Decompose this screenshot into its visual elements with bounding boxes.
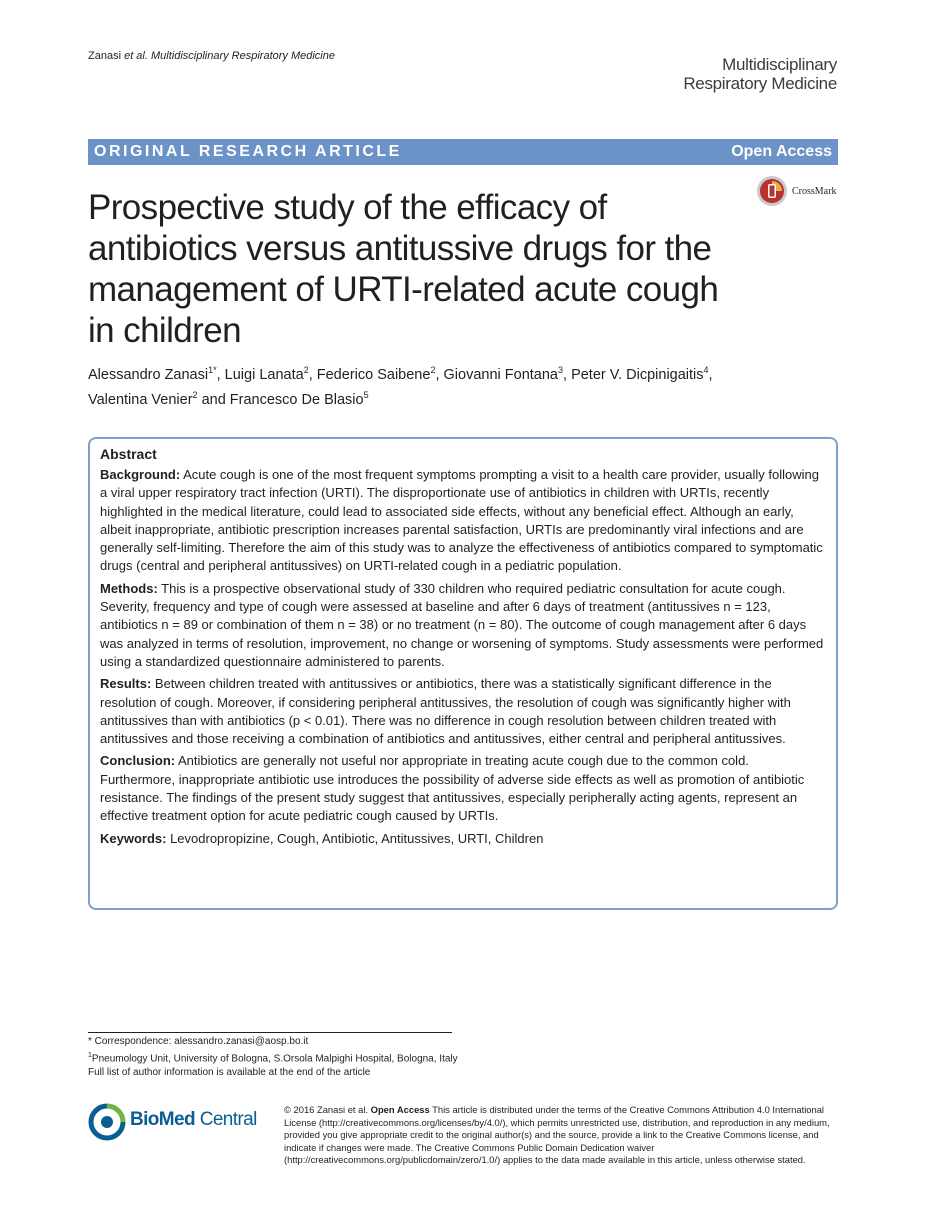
affiliation-note xyxy=(88,1049,468,1066)
results-text: Between children treated with antitussives or antibiotics, there was a statistically significant difference in the resolution of cough. Moreover, if considering peripheral antitussives, the resolution of cough was significantly higher with antitussives than with antibiotics (p < 0.01). There was no difference in cough resolution between children treated with antitussives and those receiving a combination of antibiotics and antitussives, either central and peripheral antitussives. xyxy=(100,676,791,747)
author-affiliation: 2 xyxy=(430,365,436,375)
author-name: Valentina Venier xyxy=(88,391,193,408)
methods-text: This is a prospective observational study of 330 children who required pediatric consultation for acute cough. Severity, frequency and type of cough were assessed at baseline and after 6 days of treatment (antitussives n = 123, antibiotics n = 89 or combination of them n = 38) or no treatment (n = 80). The outcome of cough management after 6 days was analyzed in terms of resolution, improvement, no change or worsening of symptoms. Study assessments were performed using a standardized questionnaire administered to parents. xyxy=(100,580,824,669)
biomed-central-logo-icon xyxy=(88,1103,126,1141)
abstract-conclusion xyxy=(100,752,827,825)
affiliation-sup: 1 xyxy=(88,1052,92,1059)
keywords-text: Levodropropizine, Cough, Antibiotic, Antitussives, URTI, Children xyxy=(166,830,544,846)
author-affiliation: 2 xyxy=(192,389,198,400)
footnotes xyxy=(88,1035,468,1080)
abstract-methods xyxy=(100,580,827,671)
article-type-banner xyxy=(88,139,838,165)
correspondence-note: * Correspondence: alessandro.zanasi@aosp.bo.it xyxy=(88,1036,309,1047)
author-name: Francesco De Blasio xyxy=(229,391,364,408)
author-name: Giovanni Fontana xyxy=(443,366,558,383)
conclusion-text: Antibiotics are generally not useful nor appropriate in treating acute cough due to the common cold. Furthermore, inappropriate antibiotic use introduces the possibility of adverse side effects as well as promotion of antibiotic resistance. The findings of the present study suggest that antitussives, especially peripherally acting agents, represent an effective treatment option for acute pediatric cough caused by URTIs. xyxy=(100,753,805,824)
license-notice xyxy=(284,1104,840,1167)
running-head xyxy=(88,50,335,62)
copyright-text: © 2016 Zanasi et al. xyxy=(284,1104,371,1115)
abstract-keywords xyxy=(100,830,827,848)
author-name: Federico Saibene xyxy=(316,366,431,383)
journal-logo xyxy=(683,55,837,93)
author-affiliation: 4 xyxy=(703,365,709,375)
keywords-label: Keywords: xyxy=(100,830,167,846)
crossmark-label: CrossMark xyxy=(792,186,837,197)
author-info-note: Full list of author information is available at the end of the article xyxy=(88,1067,371,1079)
background-text: Acute cough is one of the most frequent symptoms prompting a visit to a health care provider, usually following a viral upper respiratory tract infection (URTI). The disproportionate use of antibiotics in children with URTIs, recently highlighted in the medical literature, could lead to associated side effects, without any beneficial effect. Although an early, albeit inappropriate, antibiotic prescription increases parental satisfaction, URTIs are predominantly viral infections and are generally self-limiting. Therefore the aim of this study was to analyze the effectiveness of antibiotics compared to symptomatic drugs (central and peripheral antitussives) on URTI-related cough in a pediatric population. xyxy=(100,467,823,574)
journal-logo-line1: Multidisciplinary xyxy=(722,55,837,74)
background-label: Background: xyxy=(100,467,181,482)
crossmark-icon xyxy=(756,175,788,207)
author-name: Peter V. Dicpinigaitis xyxy=(571,366,704,383)
author-list: Alessandro Zanasi$^{1*}$, Luigi Lanata$^2$, Federico Saibene$^2$, Giovanni Fontana$^3$, Peter V. Dicpinigaitis$^4$, Valentina Venier$^2$ and Francesco De Blasio$^5$ xyxy=(88,365,713,408)
crossmark-badge[interactable] xyxy=(756,175,846,209)
abstract-heading: Abstract xyxy=(100,446,157,462)
author-affiliation: 3 xyxy=(557,365,563,375)
affiliation-text: Pneumology Unit, University of Bologna, S.Orsola Malpighi Hospital, Bologna, Italy xyxy=(91,1053,458,1065)
license-text: This article is distributed under the terms of the Creative Commons Attribution 4.0 International License (http://creativecommons.org/licenses/by/4.0/), which permits unrestricted use, distribution, and reproduction in any medium, provided you give appropriate credit to the original author(s) and the source, provide a link to the Creative Commons license, and indicate if changes were made. The Creative Commons Public Domain Dedication waiver (http://creativecommons.org/publicdomain/zero/1.0/) applies to the data made available in this article, unless otherwise stated. xyxy=(284,1104,830,1166)
journal-logo-line2: Respiratory Medicine xyxy=(683,74,837,93)
author-affiliation: 2 xyxy=(303,365,309,375)
abstract-box xyxy=(88,437,838,910)
author-affiliation: 5 xyxy=(363,389,369,400)
author-affiliation: 1* xyxy=(208,365,217,375)
open-access-label: Open Access xyxy=(731,143,832,160)
biomed-central-wordmark: BioMed Central xyxy=(130,1109,257,1130)
abstract-results xyxy=(100,675,827,748)
methods-label: Methods: xyxy=(100,580,158,596)
author-name: Alessandro Zanasi xyxy=(88,366,209,383)
author-name: Luigi Lanata xyxy=(224,366,304,383)
open-access-bold: Open Access xyxy=(370,1104,430,1115)
biomed-central-logo xyxy=(88,1103,268,1143)
abstract-background xyxy=(100,466,827,576)
footnote-divider xyxy=(88,1032,452,1033)
results-label: Results: xyxy=(100,676,152,692)
running-head-authors: Zanasi xyxy=(88,50,125,62)
conclusion-label: Conclusion: xyxy=(100,753,176,769)
article-type-label: ORIGINAL RESEARCH ARTICLE xyxy=(94,143,402,160)
article-title: Prospective study of the efficacy of antibiotics versus antitussive drugs for the management of URTI-related acute cough in children xyxy=(88,188,719,350)
running-head-journal: et al. Multidisciplinary Respiratory Medicine xyxy=(124,50,335,62)
